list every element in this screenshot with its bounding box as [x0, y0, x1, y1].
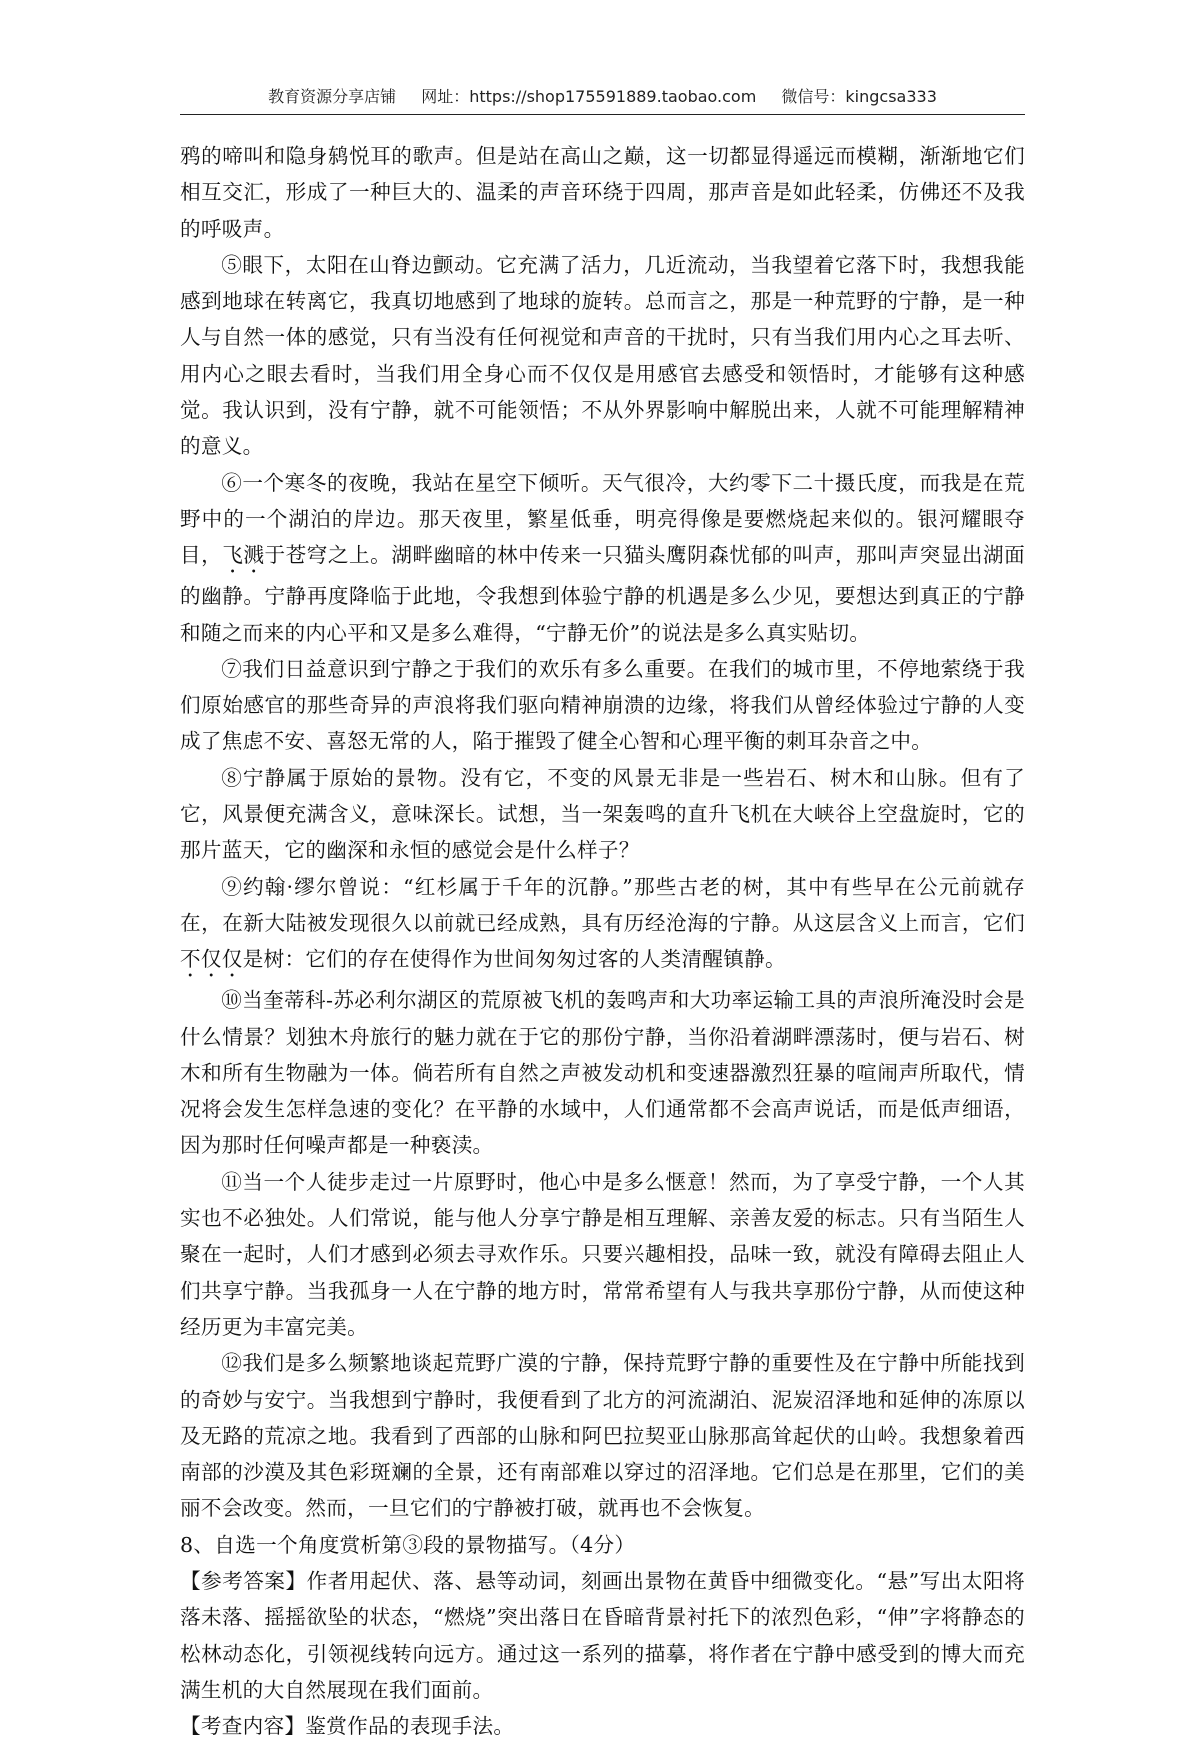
paragraph-11: ⑪当一个人徒步走过一片原野时，他心中是多么惬意！然而，为了享受宁静，一个人其实也不必独处。人们常说，能与他人分享宁静是相互理解、亲善友爱的标志。只有当陌生人聚在一起时，人们才感到必须去寻欢作乐。只要兴趣相投，品味一致，就没有障碍去阻止人们共享宁静。当我孤身一人在宁静的地方时，常常希望有人与我共享那份宁静，从而使这种经历更为丰富完美。 [180, 1169, 1025, 1339]
emphasized-word-bujinjin: 不仅仅 [180, 947, 243, 972]
article-body [180, 138, 1025, 1744]
paragraph-12: ⑫我们是多么频繁地谈起荒野广漠的宁静，保持荒野宁静的重要性及在宁静中所能找到的奇妙与安宁。当我想到宁静时，我便看到了北方的河流湖泊、泥炭沼泽地和延伸的冻原以及无路的荒凉之地。我看到了西部的山脉和阿巴拉契亚山脉那高耸起伏的山岭。我想象着西南部的沙漠及其色彩斑斓的全景，还有南部难以穿过的沼泽地。它们总是在那里，它们的美丽不会改变。然而，一旦它们的宁静被打破，就再也不会恢复。 [180, 1351, 1025, 1521]
wechat-id: 微信号：kingcsa333 [781, 87, 937, 106]
paragraph-9 [180, 869, 1025, 983]
paragraph-9-part-b: 是树：它们的存在使得作为世间匆匆过客的人类清醒镇静。 [242, 947, 786, 972]
paragraph-9-part-a: ⑨约翰·缪尔曾说：“红杉属于千年的沉静。”那些古老的树，其中有些早在公元前就存在，在新大陆被发现很久以前就已经成熟，具有历经沧海的宁静。从这层含义上而言，它们 [180, 874, 1025, 935]
paragraph-10: ⑩当奎蒂科-苏必利尔湖区的荒原被飞机的轰鸣声和大功率运输工具的声浪所淹没时会是什么情景？划独木舟旅行的魅力就在于它的那份宁静，当你沿着湖畔漂荡时，便与岩石、树木和所有生物融为一体。倘若所有自然之声被发动机和变速器激烈狂暴的喧闹声所取代，情况将会发生怎样急速的变化？在平静的水域中，人们通常都不会高声说话，而是低声细语，因为那时任何噪声都是一种亵渎。 [180, 988, 1025, 1158]
paragraph-8: ⑧宁静属于原始的景物。没有它，不变的风景无非是一些岩石、树木和山脉。但有了它，风景便充满含义，意味深长。试想，当一架轰鸣的直升飞机在大峡谷上空盘旋时，它的那片蓝天，它的幽深和永恒的感觉会是什么样子？ [180, 765, 1025, 863]
paragraph-6-part-a: ⑥一个寒冬的夜晚，我站在星空下倾听。天气很冷，大约零下二十摄氏度，而我是在荒野中的一个湖泊的岸边。那天夜里，繁星低垂，明亮得像是要燃烧起来似的。银河耀眼夺目， [180, 470, 1025, 568]
paragraph-6 [180, 465, 1025, 651]
shop-url: 网址：https://shop175591889.taobao.com [421, 87, 757, 106]
emphasized-word-feijian: 飞溅 [222, 543, 265, 568]
paragraph-4-tail: 鸦的啼叫和隐身鸫悦耳的歌声。但是站在高山之巅，这一切都显得遥远而模糊，渐渐地它们相互交汇，形成了一种巨大的、温柔的声音环绕于四周，那声音是如此轻柔，仿佛还不及我的呼吸声。 [180, 144, 1025, 241]
question-prompt: 8、自选一个角度赏析第③段的景物描写。（4分） [180, 1532, 636, 1557]
paragraph-7: ⑦我们日益意识到宁静之于我们的欢乐有多么重要。在我们的城市里，不停地萦绕于我们原始感官的那些奇异的声浪将我们驱向精神崩溃的边缘，将我们从曾经体验过宁静的人变成了焦虑不安、喜怒无常的人，陷于摧毁了健全心智和心理平衡的刺耳杂音之中。 [180, 656, 1025, 754]
shop-name: 教育资源分享店铺 [268, 87, 397, 106]
paragraph-6-part-b: 于苍穹之上。湖畔幽暗的林中传来一只猫头鹰阴森忧郁的叫声，那叫声突显出湖面的幽静。宁静再度降临于此地，令我想到体验宁静的机遇是多么少见，要想达到真正的宁静和随之而来的内心平和又是多么难得，“宁静无价”的说法是多么真实贴切。 [180, 543, 1025, 645]
page-header [180, 80, 1025, 115]
assessment-scope: 【考查内容】鉴赏作品的表现手法。 [180, 1714, 515, 1739]
paragraph-5: ⑤眼下，太阳在山脊边颤动。它充满了活力，几近流动，当我望着它落下时，我想我能感到地球在转离它，我真切地感到了地球的旋转。总而言之，那是一种荒野的宁静，是一种人与自然一体的感觉，只有当没有任何视觉和声音的干扰时，只有当我们用内心之耳去听、用内心之眼去看时，当我们用全身心而不仅仅是用感官去感受和领悟时，才能够有这种感觉。我认识到，没有宁静，就不可能领悟；不从外界影响中解脱出来，人就不可能理解精神的意义。 [180, 252, 1025, 459]
reference-answer: 【参考答案】作者用起伏、落、悬等动词，刻画出景物在黄昏中细微变化。“悬”写出太阳将落未落、摇摇欲坠的状态，“燃烧”突出落日在昏暗背景衬托下的浓烈色彩，“伸”字将静态的松林动态化，引领视线转向远方。通过这一系列的描摹，将作者在宁静中感受到的博大而充满生机的大自然展现在我们面前。 [180, 1568, 1025, 1702]
